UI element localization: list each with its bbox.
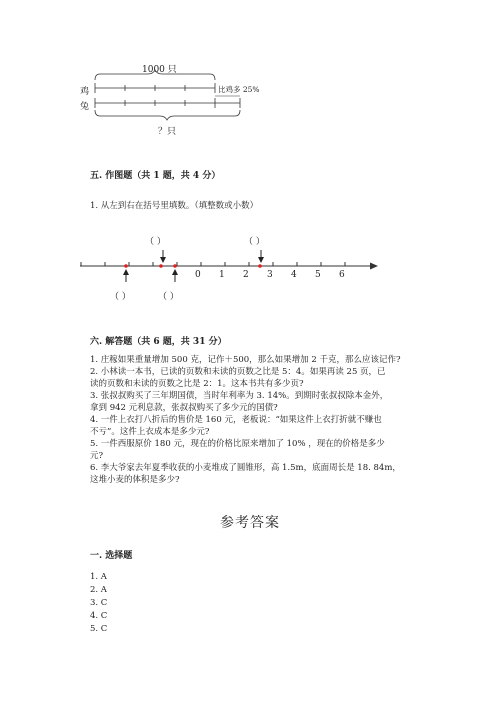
- question-line: 4. 一件上衣打八折后的售价是 160 元，老板说：“如果这件上衣打折就不赚也: [90, 415, 382, 425]
- answer-item: 3. C: [90, 598, 108, 608]
- answer-item: 5. C: [90, 624, 108, 634]
- tick-label-6: 6: [339, 270, 345, 280]
- section5-heading: 五. 作图题（共 1 题，共 4 分）: [90, 171, 221, 181]
- question-label: ？只: [158, 127, 177, 137]
- question-line: 2. 小林读一本书，已读的页数和未读的页数之比是 5：4。如果再读 25 页，已: [90, 367, 386, 377]
- answer-blank-top-2[interactable]: （ ）: [244, 237, 265, 247]
- question-line: 1. 庄稼如果重量增加 500 克，记作＋500，那么如果增加 2 千克，那么应该记作?: [90, 355, 401, 365]
- top-total-label: 1000 只: [142, 65, 177, 75]
- more-percent-label: 比鸡多 25%: [218, 85, 260, 94]
- section6-heading: 六. 解答题（共 6 题，共 31 分）: [90, 337, 227, 347]
- tick-label-5: 5: [315, 270, 321, 280]
- tick-label-1: 1: [219, 270, 225, 280]
- rabbit-label: 兔: [80, 102, 90, 112]
- tick-label-2: 2: [243, 270, 249, 280]
- tick-label-0: 0: [195, 270, 201, 280]
- question-line: 读的页数和未读的页数之比是 2：1。这本书共有多少页?: [90, 379, 304, 389]
- answers-subheading: 一. 选择题: [90, 551, 133, 561]
- answer-item: 2. A: [90, 585, 107, 595]
- question-line: 5. 一件西服原价 180 元，现在的价格比原来增加了 10% ，现在的价格是多少: [90, 439, 385, 449]
- answer-blank-top-1[interactable]: （ ）: [145, 237, 166, 247]
- question-line: 不亏”。这件上衣成本是多少元?: [90, 427, 210, 437]
- answer-item: 1. A: [90, 572, 107, 582]
- answer-blank-bottom-2[interactable]: （ ）: [158, 292, 179, 302]
- question-line: 元?: [90, 451, 104, 461]
- answer-blank-bottom-1[interactable]: （ ）: [110, 292, 131, 302]
- chicken-label: 鸡: [80, 87, 90, 97]
- question-line: 6. 李大爷家去年夏季收获的小麦堆成了圆锥形，高 1.5m，底面周长是 18. 84m，: [90, 463, 401, 473]
- number-line-graphic: [0, 0, 500, 320]
- answers-title: 参考答案: [220, 515, 280, 531]
- tick-label-4: 4: [291, 270, 297, 280]
- tick-label-3: 3: [267, 270, 273, 280]
- question-line: 拿到 942 元利息款，张叔叔购买了多少元的国债?: [90, 403, 278, 413]
- answer-item: 4. C: [90, 611, 108, 621]
- section5-question: 1. 从左到右在括号里填数。（填整数或小数）: [90, 201, 259, 211]
- question-line: 这堆小麦的体积是多少?: [90, 475, 180, 485]
- question-line: 3. 张叔叔购买了三年期国债，当时年利率为 3. 14%。到期时张叔叔除本金外，: [90, 391, 389, 401]
